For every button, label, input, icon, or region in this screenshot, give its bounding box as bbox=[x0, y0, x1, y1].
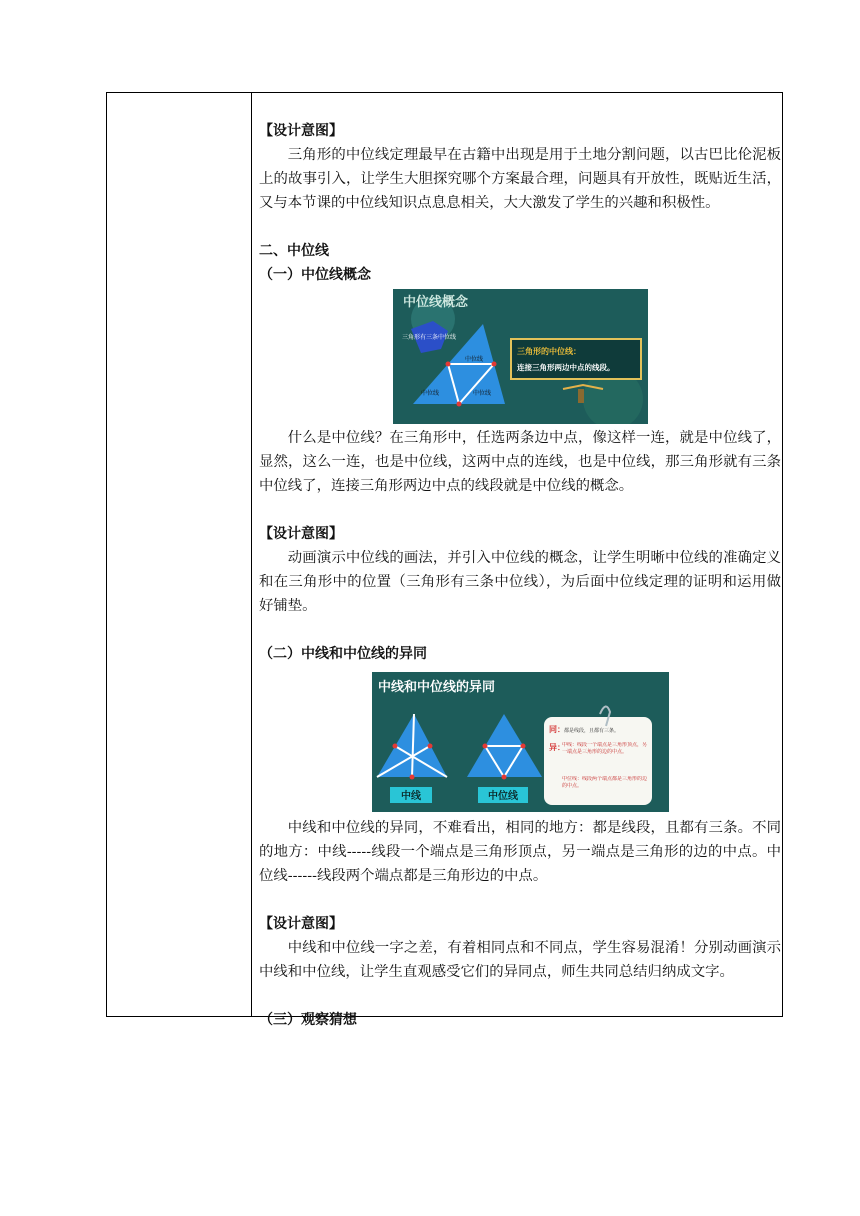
content-cell bbox=[259, 119, 781, 1032]
fig2-label-midline: 中位线 bbox=[487, 791, 518, 802]
median-vs-midline-figure bbox=[372, 672, 669, 812]
fig1-tri-right: 中位线 bbox=[472, 390, 491, 397]
fig1-bubble: 三角形有三条中位线 bbox=[401, 334, 456, 341]
design-intent-text-2: 动画演示中位线的画法，并引入中位线的概念，让学生明晰中位线的准确定义和在三角形中的位置（三角形有三条中位线），为后面中位线定理的证明和运用做好铺垫。 bbox=[259, 550, 781, 614]
design-intent-text: 三角形的中位线定理最早在古籍中出现是用于土地分割问题，以古巴比伦泥板上的故事引入，让学生大胆探究哪个方案最合理，问题具有开放性，既贴近生活，又与本节课的中位线知识点息息相关，大大激发了学生的兴趣和积极性。 bbox=[259, 147, 781, 211]
fig2-label-median: 中线 bbox=[400, 791, 421, 802]
fig2-diff-midline: 中位线：线段两个端点都是三角形的边的中点。 bbox=[561, 776, 647, 789]
fig2-banner: 中线和中位线的异同 bbox=[377, 680, 495, 695]
subsection-title-3: （三）观察猜想 bbox=[259, 1012, 357, 1028]
column-divider bbox=[251, 93, 252, 1016]
design-intent-text-3: 中线和中位线一字之差，有着相同点和不同点，学生容易混淆！分别动画演示中线和中位线，让学生直观感受它们的异同点，师生共同总结归纳成文字。 bbox=[259, 940, 781, 980]
fig1-banner: 中位线概念 bbox=[402, 295, 468, 310]
fig1-tri-top: 中位线 bbox=[464, 356, 483, 363]
fig1-tri-left: 中位线 bbox=[420, 390, 439, 397]
fig2-same: 同： bbox=[548, 725, 565, 734]
design-intent-heading: 【设计意图】 bbox=[259, 123, 343, 139]
subsection-title-2: （二）中线和中位线的异同 bbox=[259, 646, 427, 662]
midline-explanation: 什么是中位线？在三角形中，任选两条边中点，像这样一连，就是中位线了，显然，这么一连，也是中位线，这两中点的连线，也是中位线，那三角形就有三条中位线了，连接三角形两边中点的线段就是中位线的概念。 bbox=[259, 430, 781, 494]
midline-concept-figure bbox=[393, 289, 648, 424]
fig2-same-text: 都是线段，且都有三条。 bbox=[563, 728, 619, 734]
section-title: 二、中位线 bbox=[259, 243, 329, 259]
lesson-table bbox=[106, 92, 783, 1028]
design-intent-heading-2: 【设计意图】 bbox=[259, 526, 343, 542]
fig1-def-title: 三角形的中位线： bbox=[516, 347, 581, 356]
subsection-title-1: （一）中位线概念 bbox=[259, 267, 371, 283]
design-intent-heading-3: 【设计意图】 bbox=[259, 916, 343, 932]
fig2-diff: 异： bbox=[548, 743, 565, 752]
fig1-def-text: 连接三角形两边中点的线段。 bbox=[516, 363, 614, 372]
median-midline-explanation: 中线和中位线的异同，不难看出，相同的地方：都是线段，且都有三条。不同的地方：中线-----线段一个端点是三角形顶点，另一端点是三角形的边的中点。中位线------线段两个端点都是三角形边的中点。 bbox=[259, 820, 781, 884]
fig2-diff-median: 中线：线段一个端点是三角形顶点，另一端点是三角形的边的中点。 bbox=[561, 742, 647, 755]
